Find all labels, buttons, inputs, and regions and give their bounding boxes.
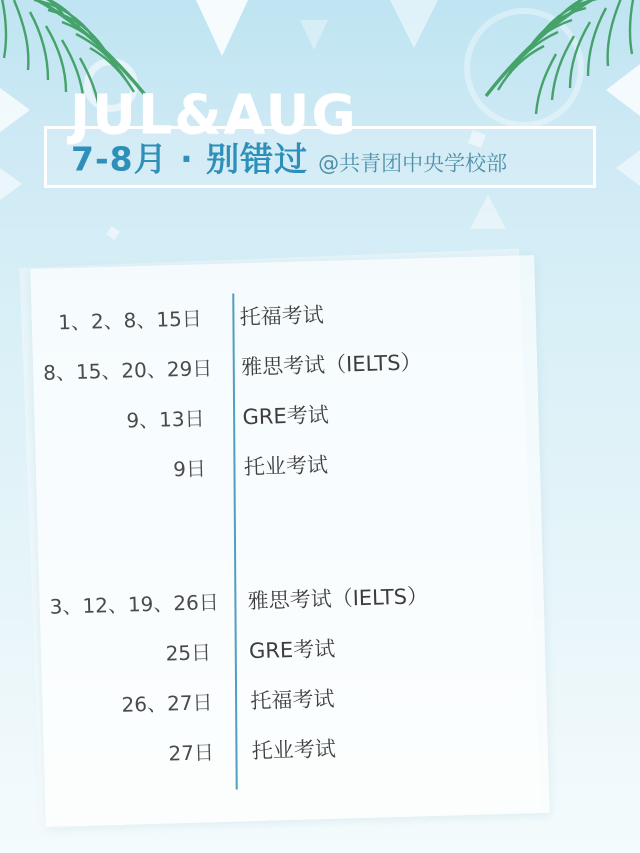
headline-subtitle: 7-8月 · 别错过 (71, 139, 309, 179)
exam-dates: 3、12、19、26日 (49, 590, 220, 619)
section-spacer (47, 494, 523, 591)
exam-dates: 27日 (168, 740, 215, 766)
exam-dates: 26、27日 (121, 690, 213, 717)
exam-dates: 8、15、20、29日 (42, 356, 213, 385)
exam-dates: 1、2、8、15日 (57, 306, 203, 335)
page-title: JUL&AUG (70, 83, 358, 146)
exam-name: GRE考试 (242, 402, 329, 430)
exam-name: 托福考试 (250, 686, 335, 714)
exam-name: 托福考试 (239, 302, 325, 330)
triangle-icon (300, 20, 328, 50)
schedule-card (30, 255, 549, 827)
headline-block (44, 83, 596, 188)
exam-dates: 9日 (172, 456, 207, 482)
square-accent-icon (106, 226, 120, 240)
exam-name: 托业考试 (243, 452, 329, 480)
exam-dates: 9、13日 (126, 406, 205, 433)
schedule-list (41, 294, 528, 791)
triangle-icon (470, 195, 506, 229)
exam-name: 托业考试 (251, 736, 337, 764)
exam-name: GRE考试 (248, 636, 336, 664)
triangle-icon (0, 168, 22, 200)
triangle-icon (616, 150, 640, 186)
exam-name: 雅思考试（IELTS） (247, 584, 429, 614)
exam-name: 雅思考试（IELTS） (240, 350, 422, 380)
account-handle: @共青团中央学校部 (318, 151, 508, 176)
headline-frame (44, 126, 596, 188)
exam-dates: 25日 (165, 640, 212, 666)
